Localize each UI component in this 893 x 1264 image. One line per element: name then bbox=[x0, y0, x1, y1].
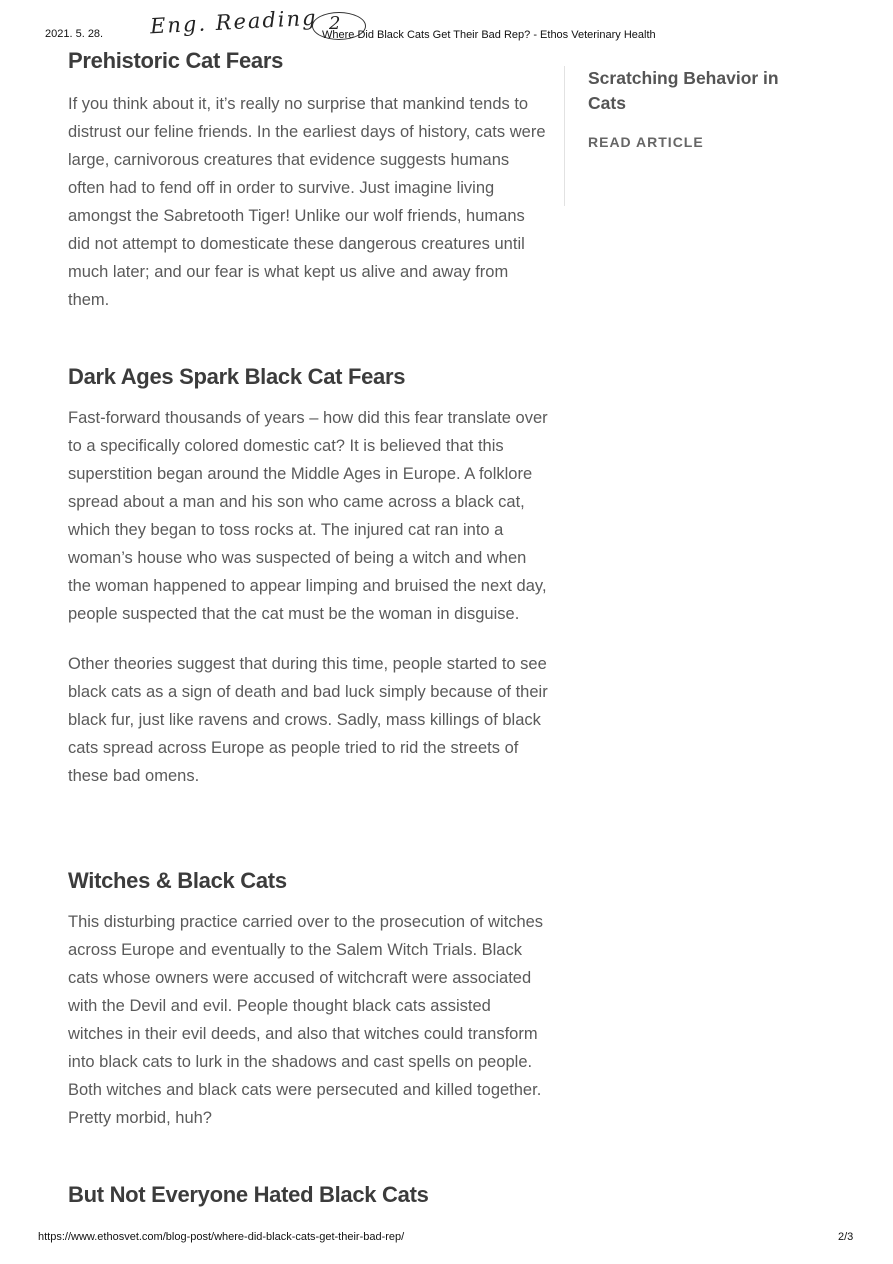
print-date: 2021. 5. 28. bbox=[45, 28, 104, 40]
print-url: https://www.ethosvet.com/blog-post/where-did-black-cats-get-their-bad-rep/ bbox=[38, 1231, 405, 1243]
print-page-number: 2/3 bbox=[838, 1231, 854, 1243]
section-heading: Prehistoric Cat Fears bbox=[68, 48, 284, 73]
section-witches bbox=[68, 866, 548, 1132]
section-paragraph: Other theories suggest that during this time, people started to see black cats as a sign of death and bad luck simply because of their black fur, just like ravens and crows. Sadly, mass killings of black cats spread across Europe as people tried to rid the streets of these bad omens. bbox=[68, 655, 548, 785]
handwritten-note: Eng. Reading bbox=[149, 5, 319, 39]
section-paragraph: If you think about it, it’s really no surprise that mankind tends to distrust our feline friends. In the earliest days of history, cats were large, carnivorous creatures that evidence suggests humans often had to fend off in order to survive. Just imagine living amongst the Sabretooth Tiger! Unlike our wolf friends, humans did not attempt to domesticate these dangerous creatures until much later; and our fear is what kept us alive and away from them. bbox=[68, 95, 546, 309]
section-paragraph: Fast-forward thousands of years – how did this fear translate over to a specifically colored domestic cat? It is believed that this superstition began around the Middle Ages in Europe. A folklore spread about a man and his son who came across a black cat, which they began to toss rocks at. The injured cat ran into a woman’s house who was suspected of being a witch and when the woman happened to appear limping and bruised the next day, people suspected that the cat must be the woman in disguise. bbox=[68, 409, 548, 623]
read-article-link[interactable]: READ ARTICLE bbox=[588, 134, 704, 150]
section-prehistoric bbox=[68, 46, 548, 314]
section-not-everyone bbox=[68, 1180, 548, 1210]
section-heading: But Not Everyone Hated Black Cats bbox=[68, 1182, 429, 1207]
sidebar-divider bbox=[564, 66, 565, 206]
section-heading: Witches & Black Cats bbox=[68, 868, 287, 893]
section-dark-ages bbox=[68, 362, 548, 790]
print-page-title: Where Did Black Cats Get Their Bad Rep? - Ethos Veterinary Health bbox=[322, 29, 656, 41]
section-paragraph: This disturbing practice carried over to the prosecution of witches across Europe and eventually to the Salem Witch Trials. Black cats whose owners were accused of witchcraft were associated with the Devil and evil. People thought black cats assisted witches in their evil deeds, and also that witches could transform into black cats to lurk in the shadows and cast spells on people. Both witches and black cats were persecuted and killed together. Pretty morbid, huh? bbox=[68, 913, 544, 1127]
sidebar-article-title[interactable]: Scratching Behavior in Cats bbox=[588, 68, 779, 113]
section-heading: Dark Ages Spark Black Cat Fears bbox=[68, 364, 406, 389]
handwritten-circle-number: 2 bbox=[329, 13, 341, 34]
